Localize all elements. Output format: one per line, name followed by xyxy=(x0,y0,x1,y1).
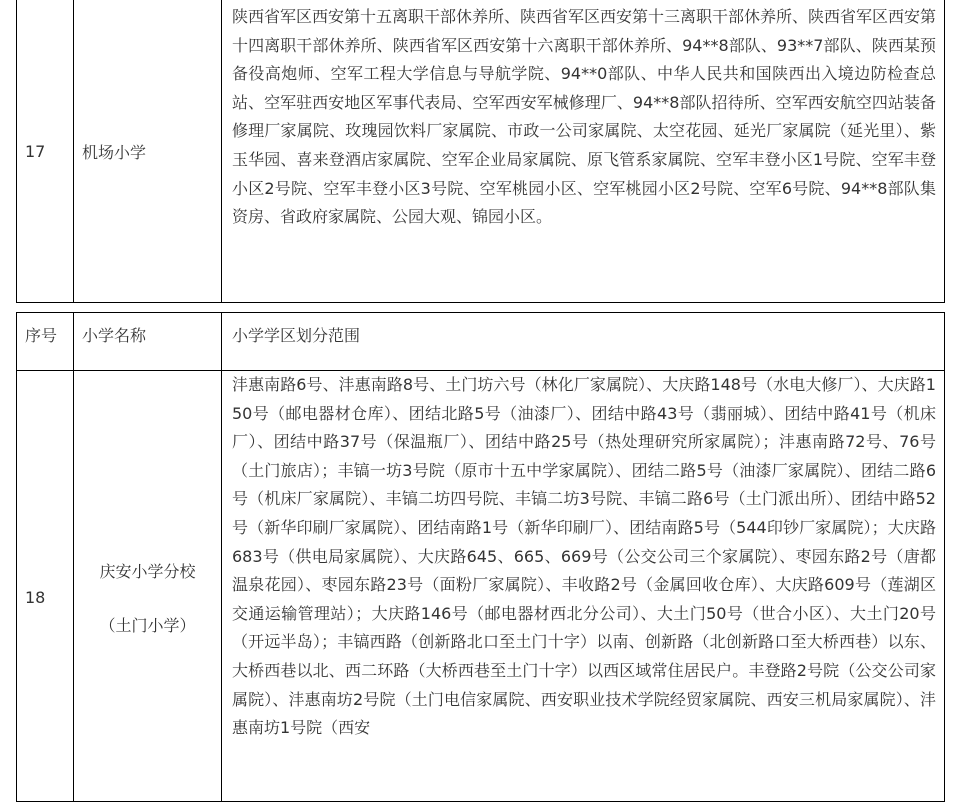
district-range-text: 沣惠南路6号、沣惠南路8号、土门坊六号（林化厂家属院）、大庆路148号（水电大修厂）、大庆路150号（邮电器材仓库）、团结北路5号（油漆厂）、团结中路43号（翡丽城）、团结中路41号（机床厂）、团结中路37号（保温瓶厂）、团结中路25号（热处理研究所家属院）；沣惠南路72号、76号（土门旅店）；丰镐一坊3号院（原市十五中学家属院）、团结二路5号（油漆厂家属院）、团结二路6号（机床厂家属院）、丰镐二坊四号院、丰镐二坊3号院、丰镐二路6号（土门派出所）、团结中路52号（新华印刷厂家属院）、团结南路1号（新华印刷厂）、团结南路5号（544印钞厂家属院）；大庆路683号（供电局家属院）、大庆路645、665、669号（公交公司三个家属院）、枣园东路2号（唐都温泉花园）、枣园东路23号（面粉厂家属院）、丰收路2号（金属回收仓库）、大庆路609号（莲湖区交通运输管理站）；大庆路146号（邮电器材西北分公司）、大土门50号（世合小区）、大土门20号（开远半岛）；丰镐西路（创新路北口至土门十字）以南、创新路（北创新路口至大桥西巷）以东、大桥西巷以北、西二环路（大桥西巷至土门十字）以西区域常住居民户。丰登路2号院（公交公司家属院）、沣惠南坊2号院（土门电信家属院、西安职业技术学院经贸家属院、西安三机局家属院）、沣惠南坊1号院（西安 xyxy=(232,375,936,738)
header-name: 小学名称 xyxy=(82,326,147,345)
district-range-text: 陕西省军区西安第十五离职干部休养所、陕西省军区西安第十三离职干部休养所、陕西省军区西安第十四离职干部休养所、陕西省军区西安第十六离职干部休养所、94**8部队、93**7部队、陕西某预备役高炮师、空军工程大学信息与导航学院、94**0部队、中华人民共和国陕西出入境边防检查总站、空军驻西安地区军事代表局、空军西安军械修理厂、94**8部队招待所、空军西安航空四站装备修理厂家属院、玫瑰园饮料厂家属院、市政一公司家属院、太空花园、延光厂家属院（延光里）、紫玉华园、喜来登酒店家属院、空军企业局家属院、原飞管系家属院、空军丰登小区1号院、空军丰登小区2号院、空军丰登小区3号院、空军桃园小区、空军桃园小区2号院、空军6号院、94**8部队集资房、省政府家属院、公园大观、锦园小区。 xyxy=(232,7,937,227)
row-number: 18 xyxy=(25,588,46,607)
table-bottom xyxy=(16,312,945,802)
header-range: 小学学区划分范围 xyxy=(232,326,361,345)
district-range-cell xyxy=(222,0,944,302)
row-number: 17 xyxy=(25,141,46,161)
table-row xyxy=(17,0,944,302)
table-top xyxy=(16,0,945,303)
header-range-cell xyxy=(222,313,944,370)
row-number-cell xyxy=(17,371,74,801)
school-name: 机场小学 xyxy=(82,142,147,162)
school-name-cell xyxy=(74,371,222,801)
row-number-cell xyxy=(17,0,74,302)
header-index: 序号 xyxy=(25,326,58,345)
header-name-cell xyxy=(74,313,222,370)
district-range-cell xyxy=(222,371,944,801)
school-name-cell xyxy=(74,0,222,302)
table-header-row xyxy=(17,313,944,371)
table-row xyxy=(17,371,944,801)
school-alias: （土门小学） xyxy=(99,616,196,635)
school-name: 庆安小学分校 xyxy=(99,562,196,581)
header-index-cell xyxy=(17,313,74,370)
